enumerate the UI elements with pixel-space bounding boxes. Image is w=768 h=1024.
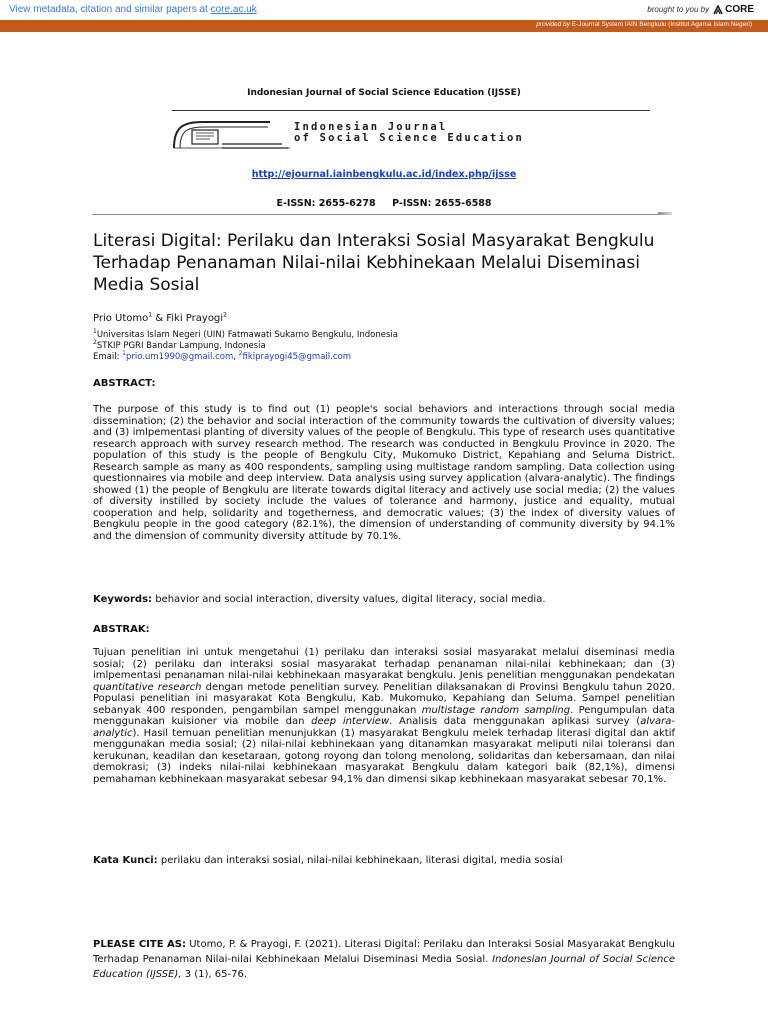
affiliation-1: $^1$Universitas Islam Negeri (UIN) Fatmawati Sukarno Bengkulu, Indonesia — [93, 328, 398, 340]
journal-url[interactable] — [0, 169, 768, 180]
abstrak-italic-1: quantitative research — [93, 681, 202, 693]
abstrak-part-4: . Analisis data menggunakan aplikasi survey ( — [389, 716, 641, 727]
keywords-line — [93, 594, 675, 606]
core-logo-icon — [713, 5, 723, 15]
core-logo[interactable] — [713, 4, 754, 15]
core-metadata-label: View metadata, citation and similar papers at — [9, 4, 208, 15]
citation-tail: 3 (1), 65-76. — [181, 969, 247, 980]
issn-line: E-ISSN: 2655-6278 P-ISSN: 2655-6588 — [276, 198, 492, 209]
email-1-text: prio.um1990@gmail.com — [125, 352, 234, 362]
provided-by-bar — [0, 20, 768, 32]
email-1-link[interactable]: $^1$prio.um1990@gmail.com — [122, 350, 234, 362]
journal-logo-text — [294, 122, 524, 144]
authors-line — [93, 313, 227, 324]
author-separator: & — [152, 313, 167, 324]
abstrak-part-3: . Pengumpulan data menggunakan kuisioner via mobile dan — [93, 704, 675, 727]
core-brought-by[interactable] — [647, 4, 754, 15]
core-banner — [0, 0, 768, 21]
email-label: Email: — [93, 352, 123, 362]
journal-logo — [172, 118, 650, 152]
author-2-sup: 2 — [223, 311, 227, 319]
abstract-heading: ABSTRACT: — [93, 378, 156, 389]
abstrak-part-2: dengan metode penelitian survey. Penelitian dilaksanakan di Provinsi Bengkulu tahun 2020. Populasi penelitian ini masyarakat Kota Bengkulu, Kab. Mukomuko, Kepahiang dan Seluma. Sampel penelitian sebanyak 400 responden, pengambilan sampel menggunakan — [93, 681, 675, 716]
abstrak-heading: ABSTRAK: — [93, 624, 150, 635]
affiliation-2: $^2$STKIP PGRI Bandar Lampung, Indonesia — [93, 339, 266, 351]
abstrak-text — [93, 647, 675, 785]
journal-name: Indonesian Journal of Social Science Education (IJSSE) — [247, 88, 521, 98]
logo-line-1: Indonesian Journal — [294, 121, 448, 133]
citation-block — [93, 937, 675, 982]
citation-label: PLEASE CITE AS: — [93, 939, 186, 950]
abstrak-part-1: Tujuan penelitian ini untuk mengetahui (1) perilaku dan interaksi sosial masyarakat melalui diseminasi media sosial; (2) perilaku dan interaksi sosial masyarakat terhadap penanaman nilai-nilai kebhinekaan; dan (3) imlpementasi penanaman nilai-nilai kebhinekaan masyarakat bengkulu. Jenis penelitian menggunakan pendekatan — [93, 647, 675, 681]
kata-kunci-text: perilaku dan interaksi sosial, nilai-nilai kebhinekaan, literasi digital, media sosial — [157, 855, 563, 866]
provided-by-source: E-Journal System IAIN Bengkulu (Institut Agama Islam Negeri) — [571, 21, 752, 28]
author-1: Prio Utomo — [93, 313, 149, 324]
keywords-label: Keywords: — [93, 594, 153, 605]
email-line — [93, 352, 351, 363]
header-divider — [172, 110, 650, 111]
abstrak-part-5: ). Hasil temuan penelitian menunjukkan (1) masyarakat Bengkulu melek terhadap literasi digital dan aktif menggunakan media sosial; (2) nilai-nilai kebhinekaan yang ditanamkan masyarakat meliputi nilai toleransi dan kerukunan, keadilan dan kesetaraan, gotong royong dan tolong menolong, solidaritas dan kebersamaan, dan nilai demokrasi; (3) indeks nilai-nilai kebhinekaan masyarakat Bengkulu dalam kategori baik (82,1%), dimensi pemahaman kebhinekaan masyarakat sebesar 94,1% dan dimensi sikap kebhinekaan masyarakat sebesar 70,1%. — [93, 727, 675, 785]
citation-journal: Indonesian Journal of Social Science Education (IJSSE), — [93, 954, 675, 980]
affiliation-1-text: Universitas Islam Negeri (UIN) Fatmawati Sukarno Bengkulu, Indonesia — [96, 330, 398, 340]
email-2-link[interactable]: $^2$fikiprayogi45@gmail.com — [238, 350, 352, 362]
affiliation-2-text: STKIP PGRI Bandar Lampung, Indonesia — [96, 341, 266, 351]
kata-kunci-line — [93, 855, 675, 867]
provided-by-text — [536, 21, 752, 28]
kata-kunci-label: Kata Kunci: — [93, 855, 158, 866]
logo-line-2: of Social Science Education — [294, 132, 525, 144]
issn-divider — [92, 214, 658, 215]
keywords-text: behavior and social interaction, diversity values, digital literacy, social media. — [152, 594, 546, 605]
article-title: Literasi Digital: Perilaku dan Interaksi Sosial Masyarakat Bengkulu Terhadap Penanaman Nilai-nilai Kebhinekaan Melalui Diseminasi Media Sosial — [93, 231, 655, 295]
email-separator: , — [233, 352, 239, 362]
provided-by-prefix: provided by — [536, 21, 570, 28]
journal-logo-icon — [172, 118, 292, 152]
abstrak-italic-3: deep interview — [311, 716, 390, 727]
email-2-text: fikiprayogi45@gmail.com — [242, 352, 352, 362]
abstract-text: The purpose of this study is to find out (1) people's social behaviors and interactions through social media dissemination; (2) the behavior and social interaction of the community towards the cultivation of diversity values; and (3) imlpementasi planting of diversity values of the people of Bengkulu. This type of research uses quantitative research approach with survey research method. The research was conducted in Bengkulu Province in 2020. The population of this study is the people of Bengkulu City, Mukomuko District, Kepahiang and Seluma District. Research sample as many as 400 respondents, sampling using multistage random sampling. Data collection using questionnaires via mobile and deep interview. Data analysis using survey application (alvara-analytic). The findings showed (1) the people of Bengkulu are literate towards digital literacy and actively use social media; (2) the values of diversity instilled by society include the values of tolerance and harmony, justice and equality, mutual cooperation and help, solidarity and togetherness, and democratic values; (3) the index of diversity values of Bengkulu people in the good category (82.1%), the dimension of understanding of community diversity by 94.1% and the dimension of community diversity attitude by 70.1%. — [93, 404, 675, 542]
issn-divider-tail — [658, 212, 672, 215]
core-metadata-text — [9, 4, 257, 15]
core-link[interactable]: core.ac.uk — [210, 4, 257, 15]
core-logo-text: CORE — [725, 4, 754, 15]
journal-url-link[interactable]: http://ejournal.iainbengkulu.ac.id/index.php/ijsse — [251, 169, 517, 180]
author-1-sup: 1 — [148, 311, 153, 319]
abstrak-italic-2: multistage random sampling — [421, 704, 571, 716]
citation-text: Utomo, P. & Prayogi, F. (2021). Literasi Digital: Perilaku dan Interaksi Sosial Masyarakat Bengkulu Terhadap Penanaman Nilai-nilai Kebhinekaan Melalui Diseminasi Media Sosial. — [93, 939, 675, 965]
author-2: Fiki Prayogi — [166, 313, 224, 324]
brought-by-label: brought to you by — [647, 5, 710, 14]
abstrak-italic-4: alvara-analytic — [93, 716, 675, 739]
